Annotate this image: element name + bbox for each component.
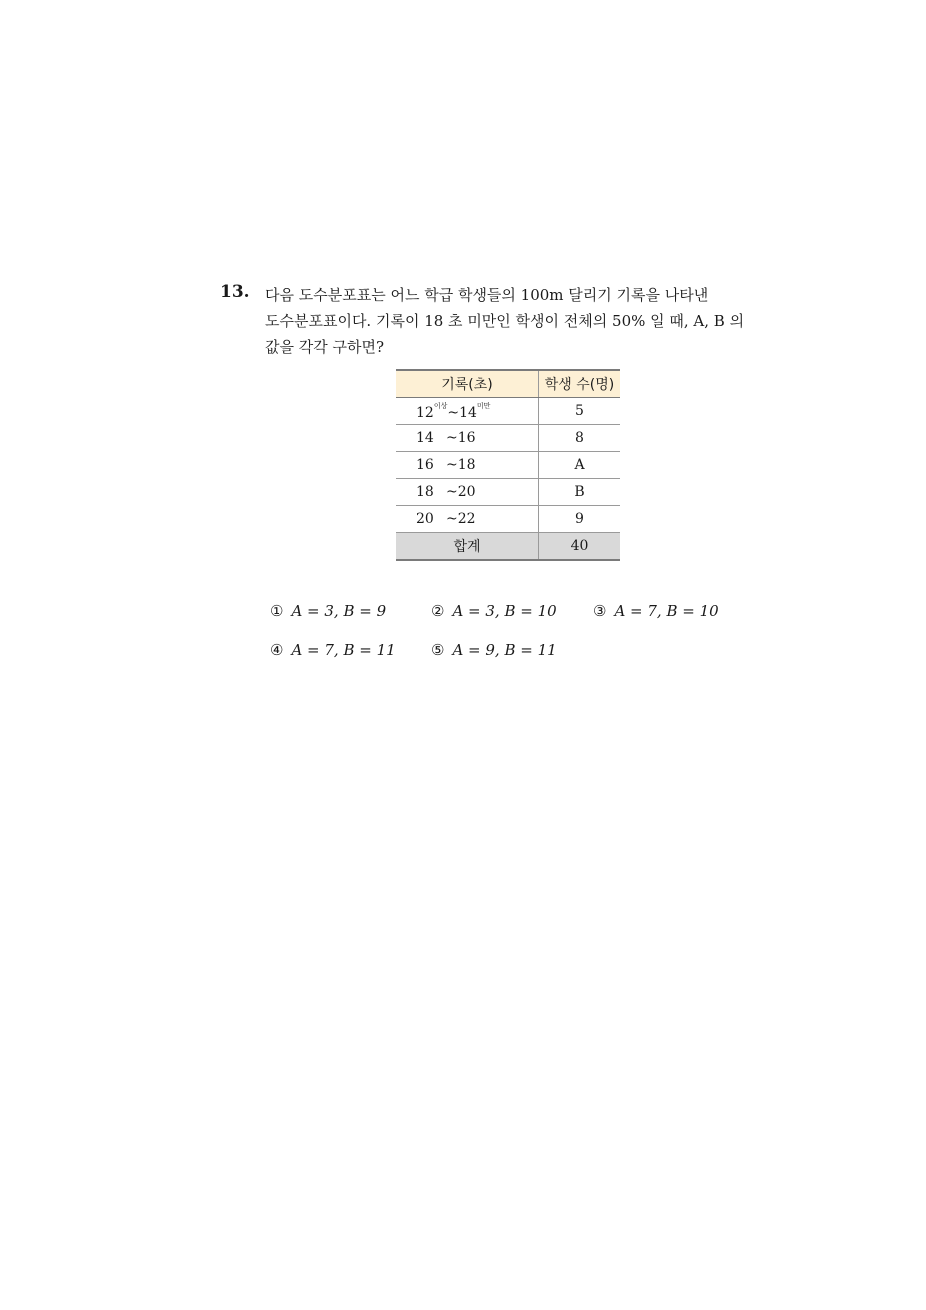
range-cell bbox=[396, 452, 539, 479]
header-record: 기록(초) bbox=[396, 370, 539, 398]
range-high: ~22 bbox=[446, 511, 476, 527]
range-low: 16 bbox=[416, 457, 434, 473]
count-cell: B bbox=[539, 479, 621, 506]
table-row bbox=[396, 398, 620, 425]
total-count: 40 bbox=[539, 533, 621, 561]
count-cell: 9 bbox=[539, 506, 621, 533]
question-line-1: 다음 도수분포표는 어느 학급 학생들의 100m 달리기 기록을 나타낸 bbox=[265, 286, 709, 304]
option-1[interactable] bbox=[270, 602, 386, 620]
option-5-text: A = 9, B = 11 bbox=[452, 641, 557, 659]
total-label: 합계 bbox=[396, 533, 539, 561]
range-cell bbox=[396, 506, 539, 533]
table-row bbox=[396, 506, 620, 533]
option-2-text: A = 3, B = 10 bbox=[452, 602, 557, 620]
range-cell bbox=[396, 425, 539, 452]
option-4[interactable] bbox=[270, 641, 396, 659]
range-high: ~16 bbox=[446, 430, 476, 446]
range-low-note: 이상 bbox=[433, 402, 448, 410]
option-5-mark: ⑤ bbox=[431, 641, 445, 659]
option-5[interactable] bbox=[431, 641, 557, 659]
range-low: 18 bbox=[416, 484, 434, 500]
range-high: ~18 bbox=[446, 457, 476, 473]
count-cell: 5 bbox=[539, 398, 621, 425]
header-students: 학생 수(명) bbox=[539, 370, 621, 398]
option-2[interactable] bbox=[431, 602, 557, 620]
option-1-text: A = 3, B = 9 bbox=[291, 602, 387, 620]
option-4-text: A = 7, B = 11 bbox=[291, 641, 396, 659]
range-low: 12 bbox=[416, 405, 434, 421]
option-3[interactable] bbox=[593, 602, 719, 620]
table-header-row bbox=[396, 370, 620, 398]
table-total-row bbox=[396, 533, 620, 561]
range-cell bbox=[396, 398, 539, 425]
option-2-mark: ② bbox=[431, 602, 445, 620]
option-1-mark: ① bbox=[270, 602, 284, 620]
table-row bbox=[396, 452, 620, 479]
count-cell: A bbox=[539, 452, 621, 479]
question-number: 13. bbox=[220, 282, 250, 302]
question-line-3: 값을 각각 구하면? bbox=[265, 338, 385, 356]
range-low: 14 bbox=[416, 430, 434, 446]
range-high: ~20 bbox=[446, 484, 476, 500]
table-row bbox=[396, 479, 620, 506]
question-line-2: 도수분포표이다. 기록이 18 초 미만인 학생이 전체의 50% 일 때, A, B 의 bbox=[265, 312, 745, 330]
range-high: ~14 bbox=[447, 405, 477, 421]
question-text bbox=[265, 282, 765, 360]
count-cell: 8 bbox=[539, 425, 621, 452]
table-row bbox=[396, 425, 620, 452]
option-3-mark: ③ bbox=[593, 602, 607, 620]
option-4-mark: ④ bbox=[270, 641, 284, 659]
range-high-note: 미만 bbox=[476, 402, 491, 410]
option-3-text: A = 7, B = 10 bbox=[614, 602, 719, 620]
frequency-table bbox=[396, 369, 620, 561]
range-cell bbox=[396, 479, 539, 506]
range-low: 20 bbox=[416, 511, 434, 527]
